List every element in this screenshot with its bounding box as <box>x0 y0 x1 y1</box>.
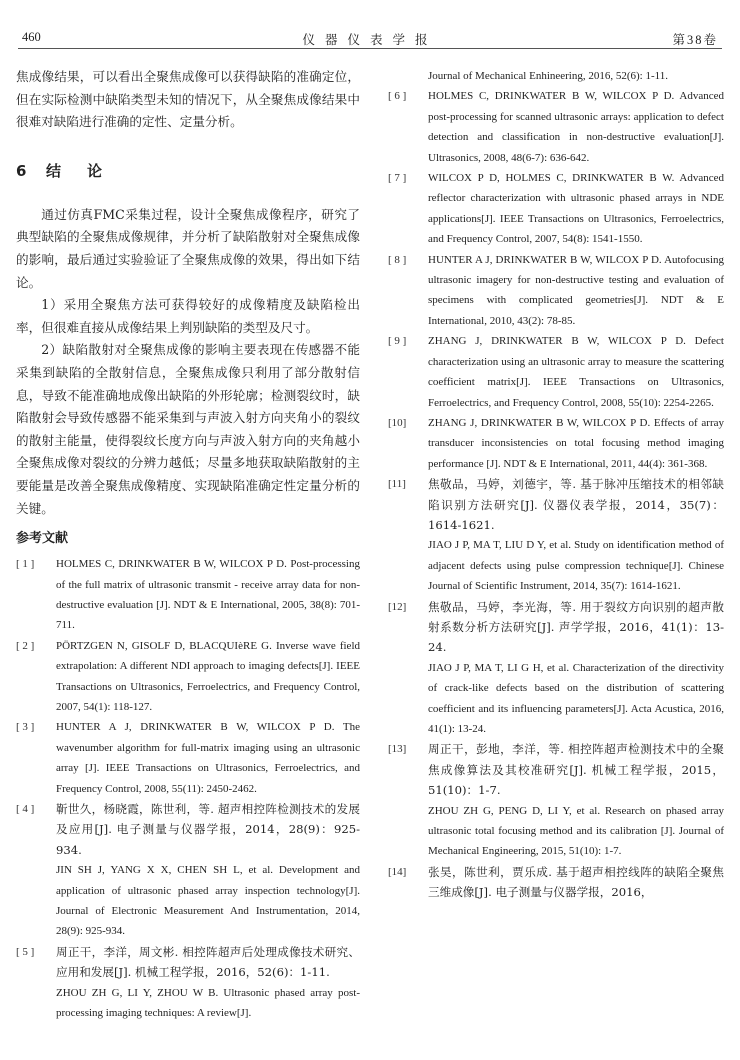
reference-text: JIAO J P, MA T, LIU D Y, et al. Study on identification method of adjacent defects using pulse compression technique[J]. Chinese Journal of Scientific Instrument, 2014, 35(7): 1614-1621. <box>428 539 724 593</box>
reference-text: ZHANG J, DRINKWATER B W, WILCOX P D. Defect characterization using an ultrasonic array to measure the scattering coefficient matrix[J]. IEEE Transactions on Ultrasonics, Ferroelectrics, and Frequency Control, 2008, 55(10): 2254-2265. <box>428 335 724 409</box>
reference-number: [ 6 ] <box>388 90 407 103</box>
conclusion-paragraphs <box>16 204 360 520</box>
reference-body <box>428 474 724 596</box>
reference-number: [ 4 ] <box>16 802 35 815</box>
reference-item <box>16 554 360 636</box>
reference-item <box>388 597 724 740</box>
reference-body <box>428 739 724 861</box>
right-column <box>388 66 724 903</box>
reference-item <box>388 739 724 861</box>
reference-number: [ 3 ] <box>16 721 35 734</box>
references-heading: 参考文献 <box>16 531 69 547</box>
reference-number: [12] <box>388 600 407 613</box>
reference-body <box>56 799 360 942</box>
section-heading <box>16 160 360 182</box>
reference-body <box>428 413 724 474</box>
running-header <box>18 26 722 49</box>
reference-text: JIN SH J, YANG X X, CHEN SH L, et al. Development and application of ultrasonic phased array inspection technology[J]. Journal of Electronic Measurement And Instrumentation, 2014, 28(9): 925-934. <box>56 864 360 938</box>
reference-item <box>16 717 360 799</box>
reference-number: [10] <box>388 416 407 429</box>
reference-item <box>16 799 360 942</box>
reference-body <box>56 554 360 636</box>
reference-list <box>16 554 360 1023</box>
reference-number: [13] <box>388 743 407 756</box>
reference-number: [ 7 ] <box>388 172 407 185</box>
page-number: 460 <box>22 30 41 44</box>
reference-body <box>428 597 724 740</box>
reference-body <box>428 862 724 903</box>
reference-body <box>428 168 724 250</box>
reference-text: 焦敬品，马婷，刘德宇，等. 基于脉冲压缩技术的相邻缺陷识别方法研究[J]. 仪器仪表学报，2014，35(7)：1614-1621. <box>428 477 724 532</box>
reference-number: [ 5 ] <box>16 945 35 958</box>
reference-list <box>388 86 724 902</box>
reference-number: [ 2 ] <box>16 639 35 652</box>
reference-body <box>56 942 360 1024</box>
journal-name: 仪器仪表学报 <box>302 33 438 47</box>
reference-body <box>56 636 360 718</box>
intro-paragraph: 焦成像结果，可以看出全聚焦成像可以获得缺陷的准确定位，但在实际检测中缺陷类型未知的情况下，从全聚焦成像结果中很难对缺陷进行准确的定性、定量分析。 <box>16 69 360 130</box>
reference-item <box>388 250 724 332</box>
reference-text: HOLMES C, DRINKWATER B W, WILCOX P D. Post-processing of the full matrix of ultrasonic transmit - receive array data for non-destructive evaluation [J]. NDT & E International, 2005, 38(8): 701-711. <box>56 558 360 632</box>
reference-text: 靳世久，杨晓霞，陈世利，等. 超声相控阵检测技术的发展及应用[J]. 电子测量与仪器学报，2014，28(9)：925-934. <box>56 801 360 857</box>
reference-body <box>428 86 724 168</box>
volume-label: 第38卷 <box>672 33 718 47</box>
reference-text: HOLMES C, DRINKWATER B W, WILCOX P D. Advanced post-processing for scanned ultrasonic arrays: application to defect detection and classification in non-destructive evaluation[J]. Ultrasonics, 2008, 48(6-7): 636-642. <box>428 90 724 164</box>
reference-continuation: Journal of Mechanical Enhineering, 2016, 52(6): 1-11. <box>428 70 668 82</box>
reference-item <box>388 168 724 250</box>
reference-body <box>56 717 360 799</box>
reference-number: [ 8 ] <box>388 253 407 266</box>
reference-body <box>428 250 724 332</box>
reference-text: 焦敬品，马婷，李光海，等. 用于裂纹方向识别的超声散射系数分析方法研究[J]. 声学学报，2016，41(1)：13-24. <box>428 599 724 655</box>
reference-text: 周正干，彭地，李洋，等. 相控阵超声检测技术中的全聚焦成像算法及其校准研究[J]. 机械工程学报，2015，51(10)：1-7. <box>428 742 724 798</box>
reference-item <box>388 331 724 413</box>
reference-text: JIAO J P, MA T, LI G H, et al. Characterization of the directivity of crack-like defects based on the distribution of scattering coefficient and its influencing parameters[J]. Acta Acustica, 2016, 41(1): 13-24. <box>428 661 724 735</box>
conclusion-paragraph: 2）缺陷散射对全聚焦成像的影响主要表现在传感器不能采集到缺陷的全散射信息，全聚焦成像只利用了部分散射信息，导致不能准确地成像出缺陷的外形轮廓；检测裂纹时，缺陷散射会导致传感器不能采集到与声波入射方向夹角小的裂纹的散射主能量，使得裂纹长度方向与声波入射方向的夹角越小全聚焦成像对裂纹的分辨力越低；尽量多地获取缺陷散射的主要能量是改善全聚焦成像精度、实现缺陷准确定性定量分析的关键。 <box>16 342 360 516</box>
reference-text: WILCOX P D, HOLMES C, DRINKWATER B W. Advanced reflector characterization with ultrasonic phased arrays in NDE applications[J]. IEEE Transactions on Ultrasonics, Ferroelectrics, and Frequency Control, 2007, 54(8): 1541-1550. <box>428 172 724 246</box>
conclusion-paragraph: 通过仿真FMC采集过程，设计全聚焦成像程序，研究了典型缺陷的全聚焦成像规律，并分析了缺陷散射对全聚焦成像的影响，最后通过实验验证了全聚焦成像的效果，得出如下结论。 <box>16 206 360 290</box>
reference-number: [11] <box>388 478 406 491</box>
section-title: 结论 <box>46 161 129 180</box>
reference-item <box>388 862 724 903</box>
conclusion-paragraph: 1）采用全聚焦方法可获得较好的成像精度及缺陷检出率，但很难直接从成像结果上判别缺陷的类型及尺寸。 <box>16 297 360 335</box>
reference-text: 张昊，陈世利，贾乐成. 基于超声相控线阵的缺陷全聚焦三维成像[J]. 电子测量与仪器学报，2016， <box>428 864 724 900</box>
reference-item <box>388 86 724 168</box>
reference-item <box>388 413 724 474</box>
reference-item <box>16 942 360 1024</box>
reference-text: PÖRTZGEN N, GISOLF D, BLACQUIèRE G. Inverse wave field extrapolation: A different NDI approach to imaging defects[J]. IEEE Transactions on Ultrasonics, Ferroelectrics, and Frequency Control, 2007, 54(1): 118-127. <box>56 639 360 713</box>
reference-text: 周正干，李洋，周文彬. 相控阵超声后处理成像技术研究、应用和发展[J]. 机械工程学报，2016，52(6)：1-11. <box>56 944 360 980</box>
reference-number: [ 1 ] <box>16 558 35 571</box>
reference-text: ZHOU ZH G, LI Y, ZHOU W B. Ultrasonic phased array post-processing imaging techniques: A review[J]. <box>56 986 360 1020</box>
reference-text: HUNTER A J, DRINKWATER B W, WILCOX P D. Autofocusing ultrasonic imagery for non-destructive testing and evaluation of specimens with complicated geometries[J]. NDT & E International, 2010, 43(2): 78-85. <box>428 253 724 327</box>
reference-body <box>428 331 724 413</box>
left-column <box>16 66 360 1023</box>
reference-text: HUNTER A J, DRINKWATER B W, WILCOX P D. The wavenumber algorithm for full-matrix imaging using an ultrasonic array [J]. IEEE Transactions on Ultrasonics, Ferroelectrics, and Frequency Control, 2008, 55(11): 2450-2462. <box>56 721 360 795</box>
reference-number: [ 9 ] <box>388 335 407 348</box>
reference-item <box>16 636 360 718</box>
reference-number: [14] <box>388 865 407 878</box>
reference-item <box>388 474 724 596</box>
reference-text: ZHOU ZH G, PENG D, LI Y, et al. Research on phased array ultrasonic total focusing method and its calibration [J]. Journal of Mechanical Engineering, 2015, 51(10): 1-7. <box>428 804 724 858</box>
section-number: 6 <box>16 161 27 180</box>
reference-text: ZHANG J, DRINKWATER B W, WILCOX P D. Effects of array transducer inconsistencies on total focusing method imaging performance [J]. NDT & E International, 2011, 44(4): 361-368. <box>428 416 724 470</box>
